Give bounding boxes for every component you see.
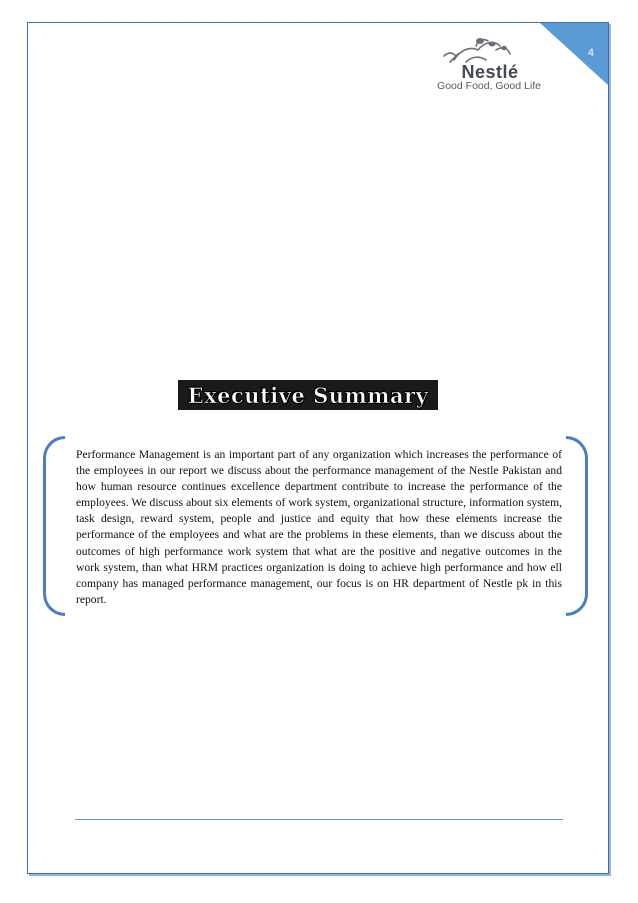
- nestle-wordmark: Nestlé: [461, 62, 519, 82]
- brand-tagline: Good Food, Good Life: [437, 80, 541, 92]
- right-bracket-decoration: [566, 436, 588, 616]
- section-title: Executive Summary: [187, 382, 429, 408]
- left-bracket-decoration: [43, 436, 65, 616]
- section-heading-banner: [178, 380, 438, 410]
- footer-divider: [75, 819, 563, 820]
- executive-summary-text: Performance Management is an important part of any organization which increases the performance of the employees in our report we discuss about the performance management of the Nestle Pakistan and how human resource continues excellence department contribute to increase the performance of the employees. We discuss about six elements of work system, organizational structure, information system, task design, reward system, people and justice and equity that how these elements increase the performance of the employees and what are the problems in these elements, than we discuss about the outcomes of high performance work system that what are the positive and negative outcomes in the work system, than what HRM practices organization is doing to achieve high performance and how ell company has managed performance management, our focus is on HR department of Nestle pk in this report.: [76, 448, 562, 606]
- page-number: 4: [587, 47, 594, 59]
